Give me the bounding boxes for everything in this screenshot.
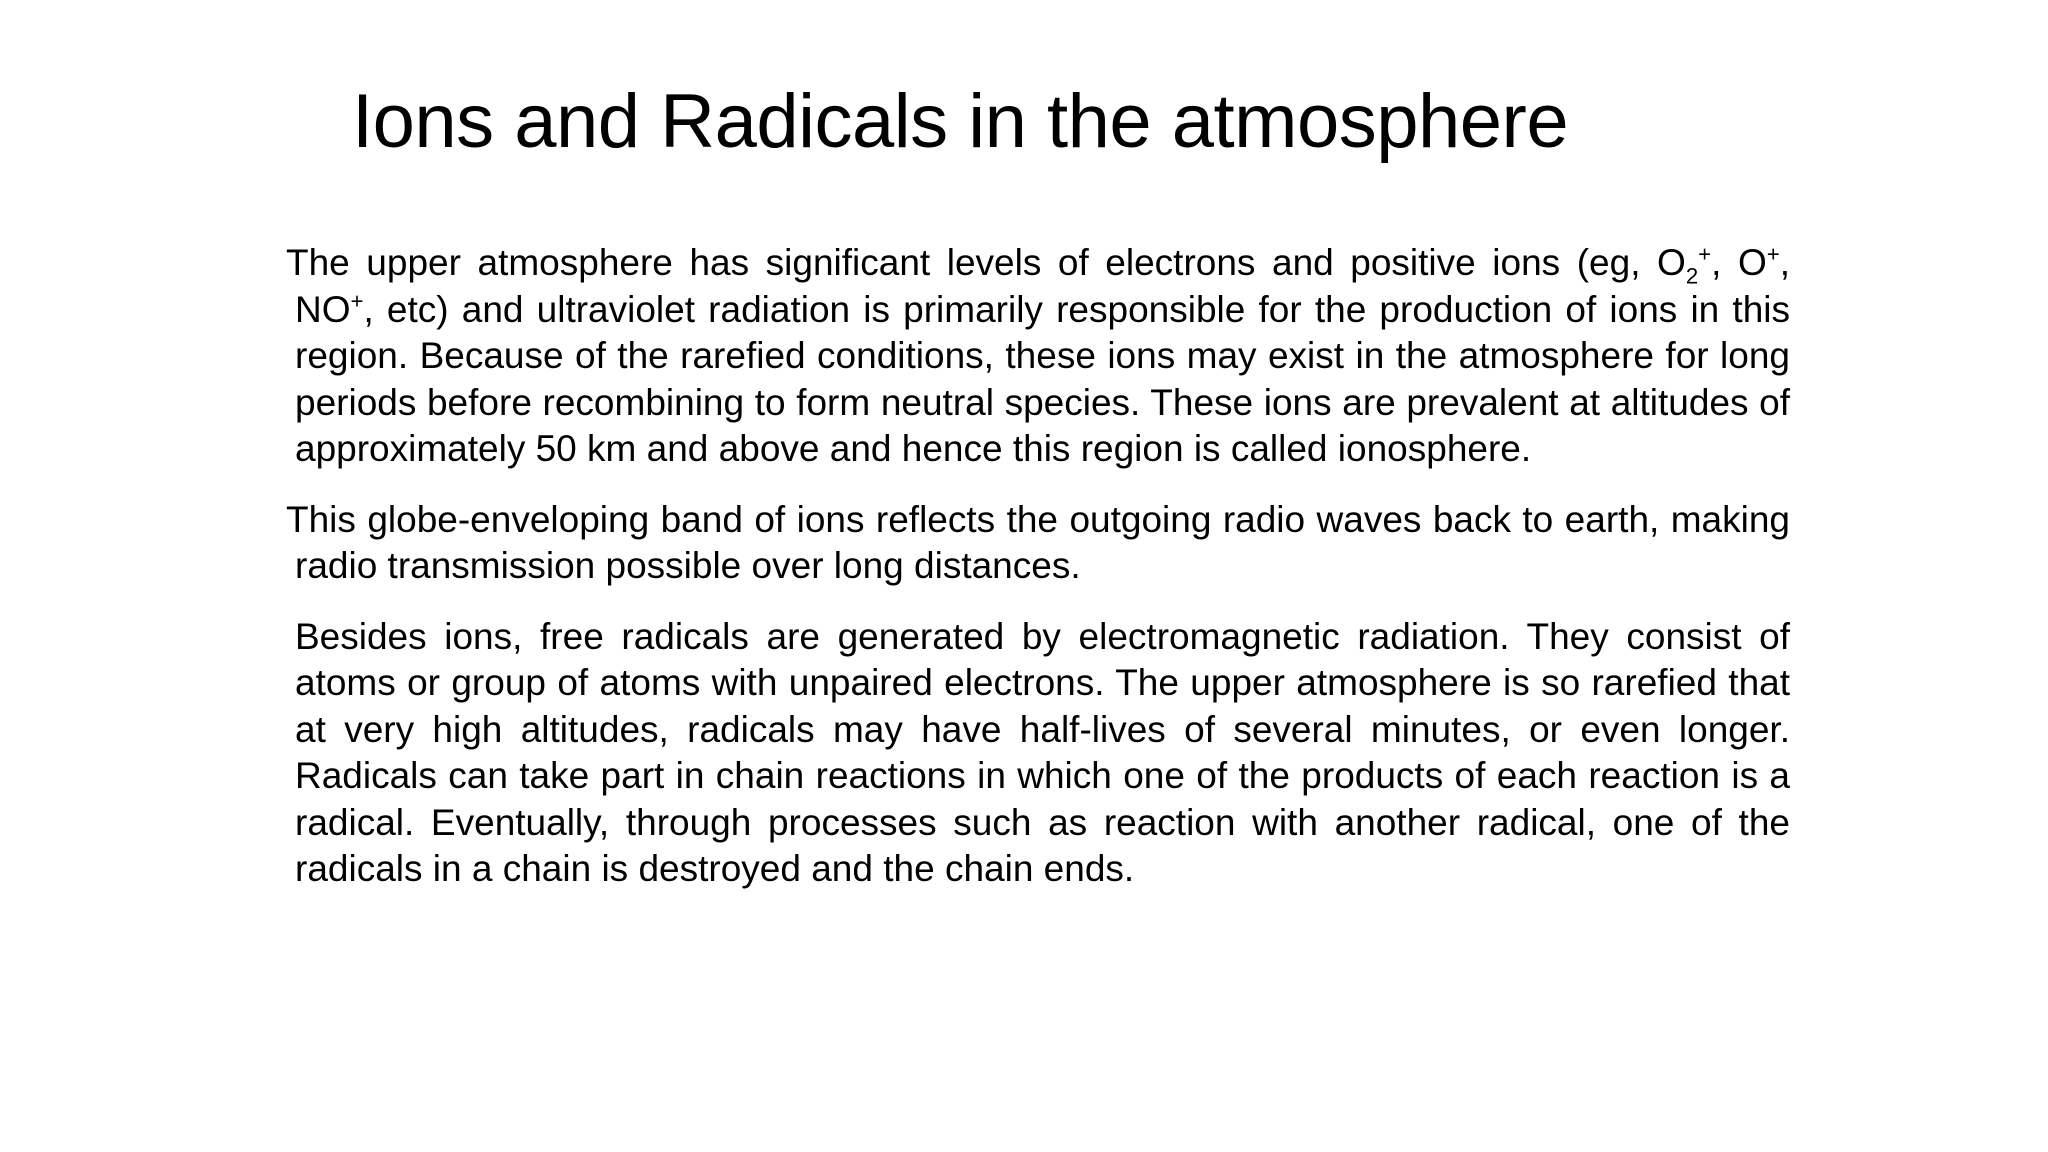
slide-body — [286, 240, 1790, 917]
paragraph-radicals — [286, 614, 1790, 893]
paragraph-ions — [286, 240, 1790, 473]
superscript: + — [1766, 241, 1780, 267]
text-segment: , O — [1711, 242, 1767, 283]
slide-title: Ions and Radicals in the atmosphere — [352, 79, 1569, 164]
text-segment: , NO — [295, 242, 1790, 330]
text-segment: , etc) and ultraviolet radiation is primarily responsible for the production of ions in this region. Because of the rarefied conditions, these ions may exist in the atmosphere for long periods before recombining to form neutral species. These ions are prevalent at altitudes of approximately 50 km and above and hence this region is called ionosphere. — [295, 288, 1790, 469]
subscript: 2 — [1685, 263, 1699, 289]
superscript: + — [1698, 241, 1712, 267]
paragraph-radio — [286, 497, 1790, 590]
text-segment: This globe-enveloping band of ions reflects the outgoing radio waves back to earth, making radio transmission possible over long distances. — [286, 498, 1790, 586]
text-segment: The upper atmosphere has significant levels of electrons and positive ions (eg, O — [286, 242, 1686, 283]
superscript: + — [350, 288, 364, 314]
text-segment: Besides ions, free radicals are generated by electromagnetic radiation. They consist of atoms or group of atoms with unpaired electrons. The upper atmosphere is so rarefied that at very high altitudes, radicals may have half-lives of several minutes, or even longer. Radicals can take part in chain reactions in which one of the products of each reaction is a radical. Eventually, through processes such as reaction with another radical, one of the radicals in a chain is destroyed and the chain ends. — [295, 615, 1790, 889]
